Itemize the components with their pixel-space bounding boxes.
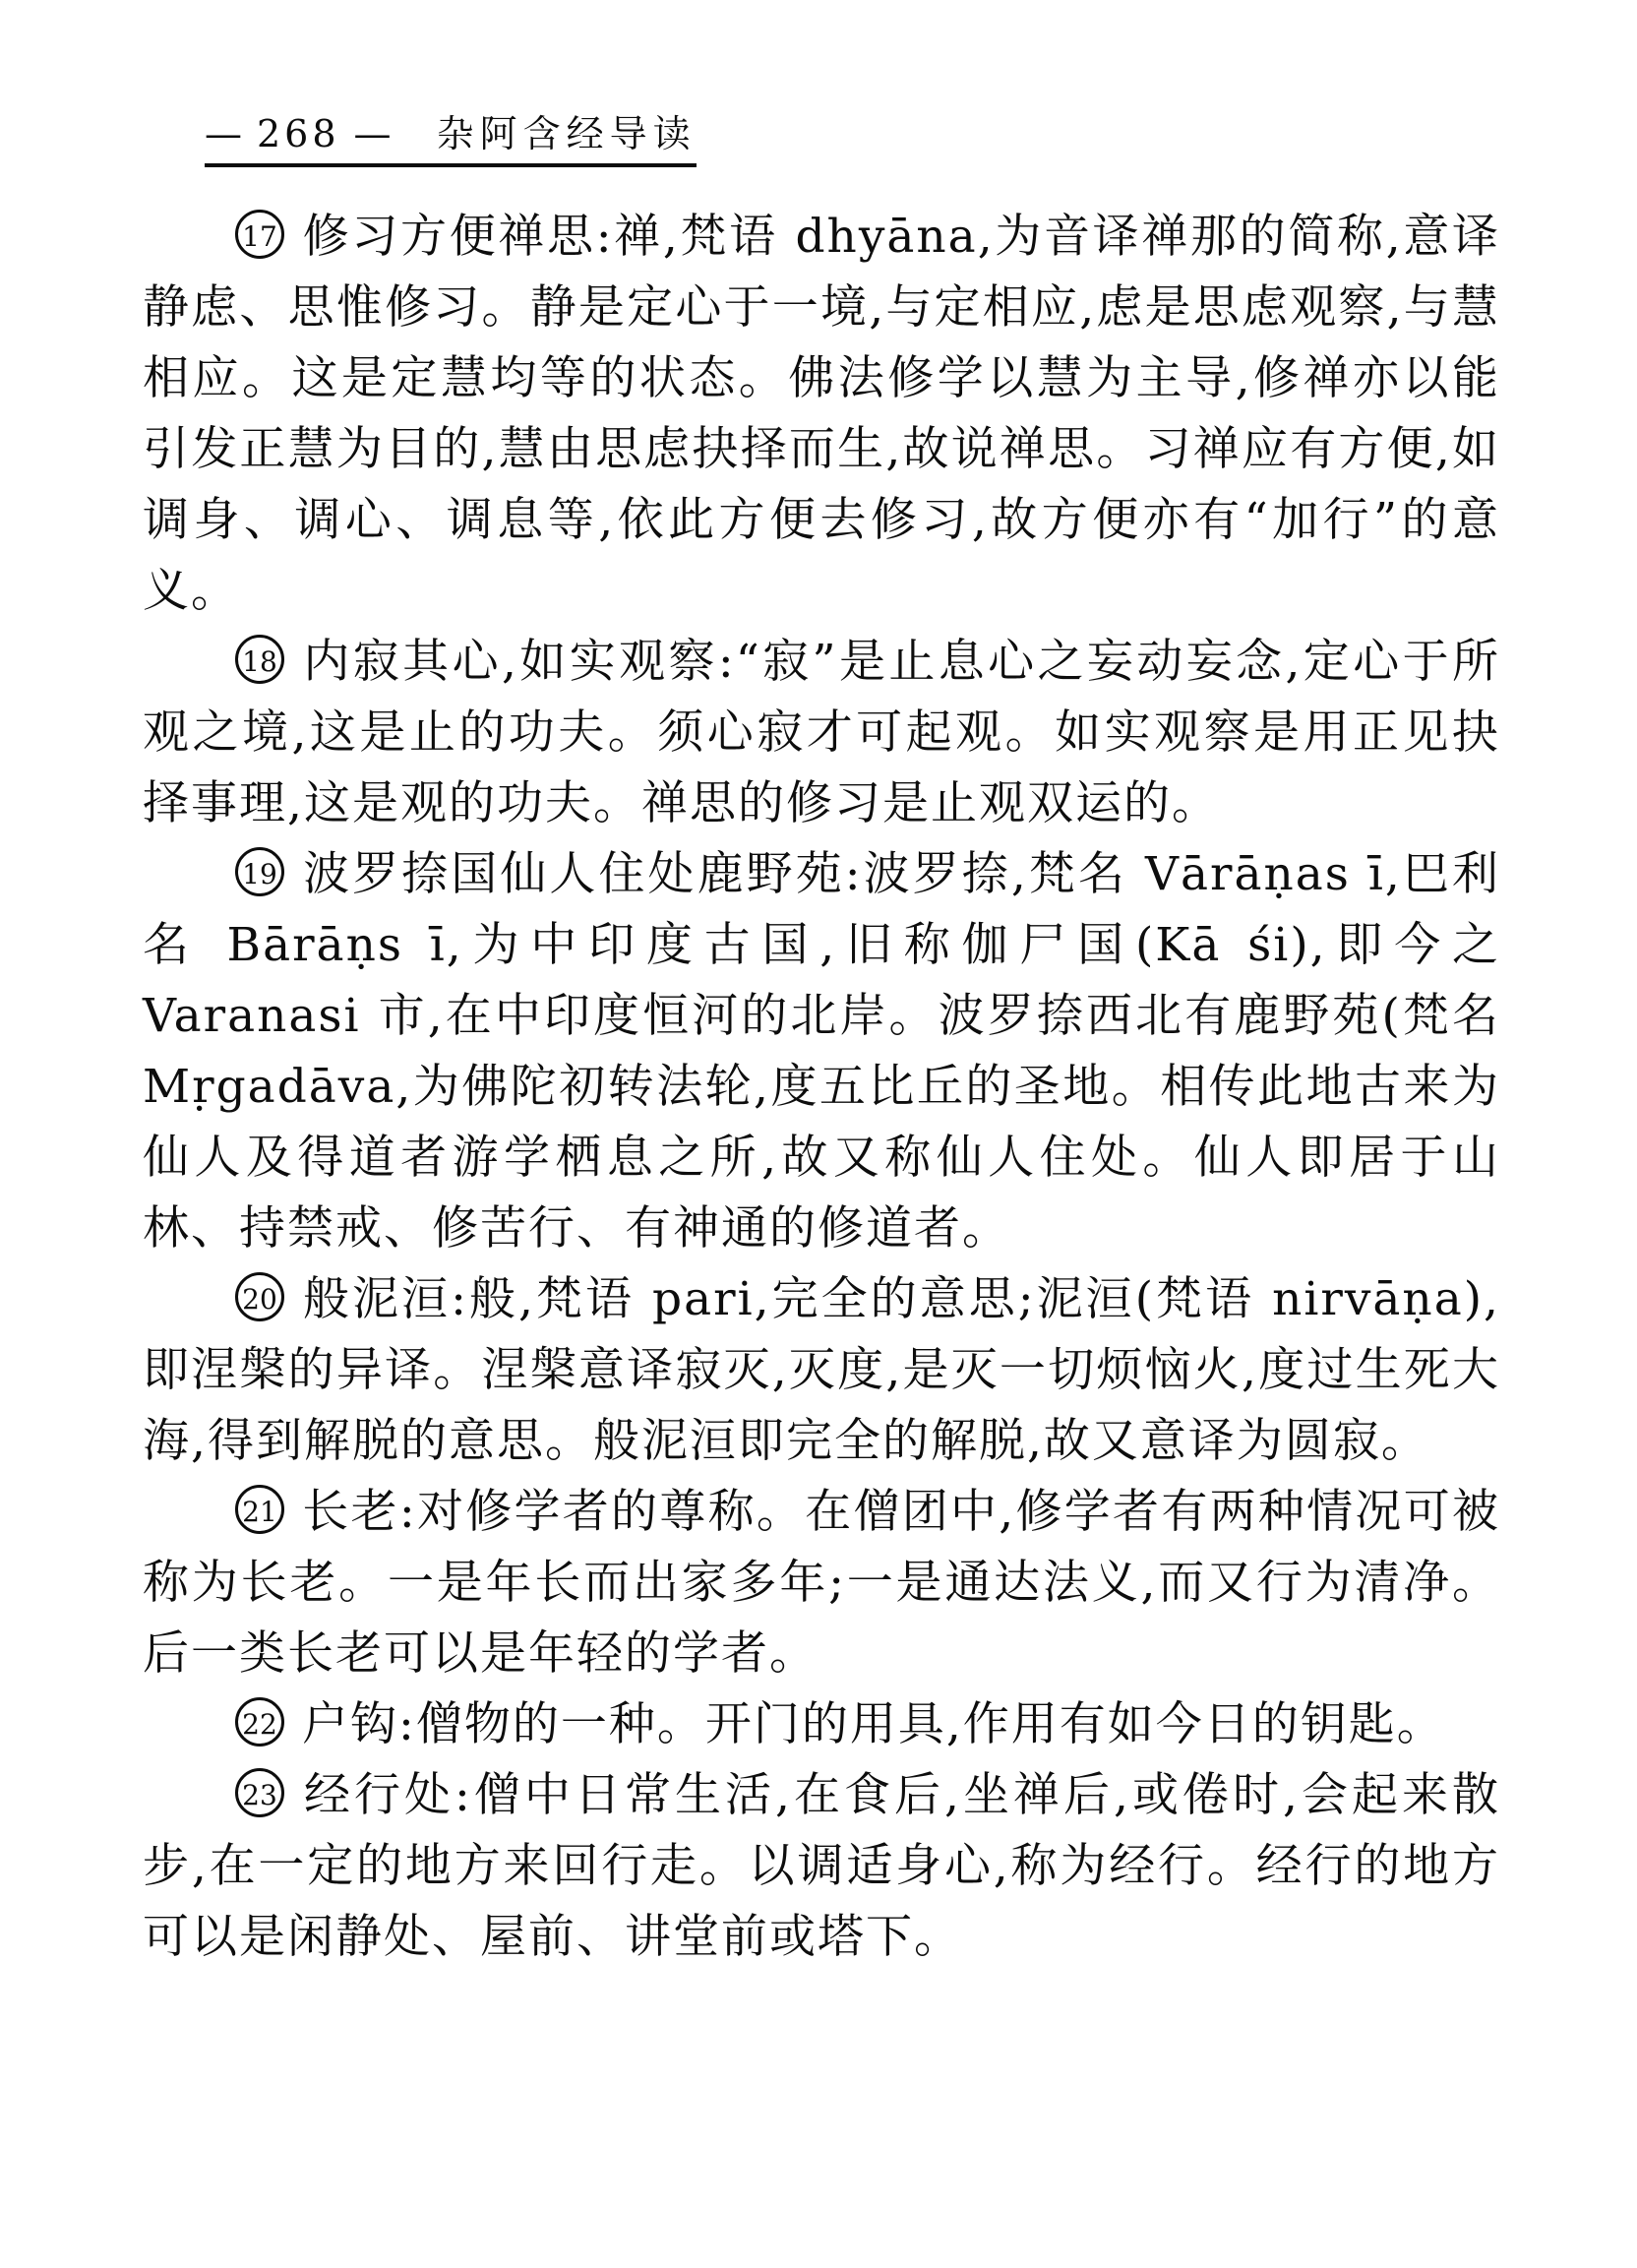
note-paragraph-18 — [143, 627, 1500, 839]
note-number-badge: 17 — [235, 210, 284, 259]
note-number-badge: 20 — [235, 1272, 284, 1321]
note-paragraph-19 — [143, 839, 1500, 1264]
note-paragraph-23 — [143, 1760, 1500, 1973]
note-number-badge: 21 — [235, 1485, 284, 1534]
note-text: 户钩:僧物的一种。开门的用具,作用有如今日的钥匙。 — [302, 1697, 1445, 1751]
folio — [205, 110, 393, 157]
note-number-badge: 18 — [235, 635, 284, 684]
note-text: 经行处:僧中日常生活,在食后,坐禅后,或倦时,会起来散步,在一定的地方来回行走。以调适身心,称为经行。经行的地方可以是闲静处、屋前、讲堂前或塔下。 — [143, 1768, 1500, 1964]
note-text: 长老:对修学者的尊称。在僧团中,修学者有两种情况可被称为长老。一是年长而出家多年;一是通达法义,而又行为清净。后一类长老可以是年轻的学者。 — [143, 1485, 1500, 1681]
note-text: 波罗捺国仙人住处鹿野苑:波罗捺,梵名 Vārāṇas ī,巴利名 Bārāṇs ī,为中印度古国,旧称伽尸国(Kā śi),即今之 Varanasi 市,在中印度恒河的北岸。波罗捺西北有鹿野苑(梵名 Mṛgadāva,为佛陀初转法轮,度五比丘的圣地。相传此地古来为仙人及得道者游学栖息之所,故又称仙人住处。仙人即居于山林、持禁戒、修苦行、有神通的修道者。 — [143, 847, 1500, 1256]
note-number-badge: 23 — [235, 1768, 284, 1817]
folio-dash-left: — — [205, 112, 243, 155]
note-text: 般泥洹:般,梵语 pari,完全的意思;泥洹(梵语 nirvāṇa),即涅槃的异译。涅槃意译寂灭,灭度,是灭一切烦恼火,度过生死大海,得到解脱的意思。般泥洹即完全的解脱,故又意译为圆寂。 — [143, 1272, 1500, 1468]
page-number: 268 — [257, 112, 340, 155]
note-paragraph-21 — [143, 1477, 1500, 1689]
notes-section — [143, 202, 1500, 1973]
note-text: 内寂其心,如实观察:“寂”是止息心之妄动妄念,定心于所观之境,这是止的功夫。须心寂才可起观。如实观察是用正见抉择事理,这是观的功夫。禅思的修习是止观双运的。 — [143, 635, 1500, 830]
running-head — [205, 110, 697, 167]
folio-dash-right: — — [353, 112, 393, 155]
note-text: 修习方便禅思:禅,梵语 dhyāna,为音译禅那的简称,意译静虑、思惟修习。静是定心于一境,与定相应,虑是思虑观察,与慧相应。这是定慧均等的状态。佛法修学以慧为主导,修禅亦以能引发正慧为目的,慧由思虑抉择而生,故说禅思。习禅应有方便,如调身、调心、调息等,依此方便去修习,故方便亦有“加行”的意义。 — [143, 210, 1500, 618]
note-paragraph-22 — [143, 1689, 1500, 1760]
note-paragraph-20 — [143, 1264, 1500, 1477]
note-number-badge: 19 — [235, 847, 284, 896]
note-number-badge: 22 — [235, 1697, 284, 1747]
note-paragraph-17 — [143, 202, 1500, 627]
book-title: 杂阿含经导读 — [436, 112, 697, 155]
